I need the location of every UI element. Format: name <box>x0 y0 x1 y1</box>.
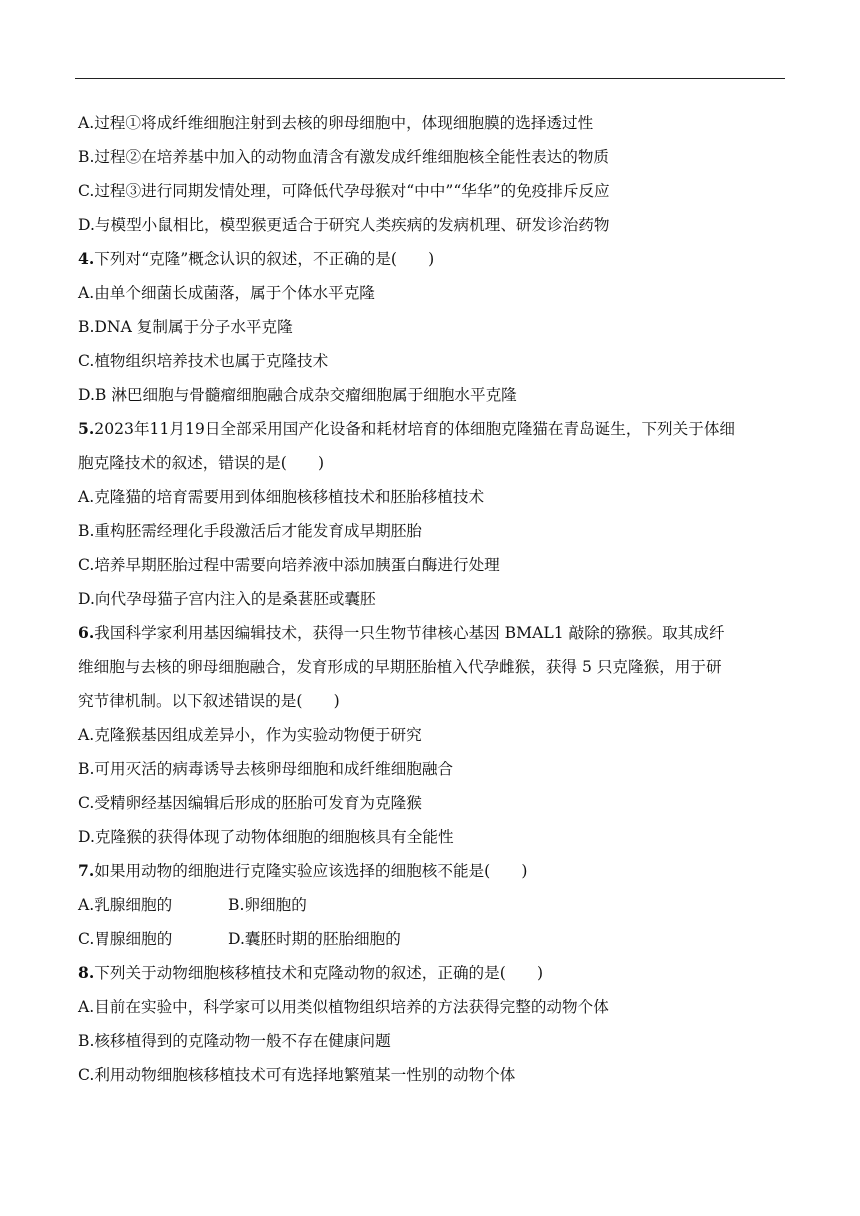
q6-option-d: D.克隆猴的获得体现了动物体细胞的细胞核具有全能性 <box>78 828 454 846</box>
q4-stem-text: 下列对“克隆”概念认识的叙述，不正确的是( ) <box>94 250 435 268</box>
q8-number: 8. <box>78 963 95 982</box>
q3-option-a: A.过程①将成纤维细胞注射到去核的卵母细胞中，体现细胞膜的选择透过性 <box>78 114 594 132</box>
q6-stem-cont-2: 究节律机制。以下叙述错误的是( ) <box>78 692 340 710</box>
q3-option-d: D.与模型小鼠相比，模型猴更适合于研究人类疾病的发病机理、研发诊治药物 <box>78 216 610 234</box>
q7-options-row-1 <box>78 888 788 922</box>
q5-option-a: A.克隆猫的培育需要用到体细胞核移植技术和胚胎移植技术 <box>78 488 485 506</box>
q8-option-a: A.目前在实验中，科学家可以用类似植物组织培养的方法获得完整的动物个体 <box>78 998 609 1016</box>
q4-option-b: B.DNA 复制属于分子水平克隆 <box>78 318 293 336</box>
q5-option-c: C.培养早期胚胎过程中需要向培养液中添加胰蛋白酶进行处理 <box>78 556 500 574</box>
q4-option-d: D.B 淋巴细胞与骨髓瘤细胞融合成杂交瘤细胞属于细胞水平克隆 <box>78 386 517 404</box>
q6-stem-text-1: 我国科学家利用基因编辑技术，获得一只生物节律核心基因 BMAL1 敲除的猕猴。取其成纤 <box>94 624 725 642</box>
q8-stem-text: 下列关于动物细胞核移植技术和克隆动物的叙述，正确的是( ) <box>94 964 544 982</box>
q5-stem-cont: 胞克隆技术的叙述，错误的是( ) <box>78 454 325 472</box>
q5-option-d: D.向代孕母猫子宫内注入的是桑葚胚或囊胚 <box>78 590 376 608</box>
q3-option-b: B.过程②在培养基中加入的动物血清含有激发成纤维细胞核全能性表达的物质 <box>78 148 610 166</box>
q7-number: 7. <box>78 861 95 880</box>
q6-option-b: B.可用灭活的病毒诱导去核卵母细胞和成纤维细胞融合 <box>78 760 454 778</box>
q6-stem <box>78 616 788 650</box>
q6-number: 6. <box>78 623 95 642</box>
q7-stem <box>78 854 788 888</box>
q6-option-c: C.受精卵经基因编辑后形成的胚胎可发育为克隆猴 <box>78 794 422 812</box>
q4-option-a: A.由单个细菌长成菌落，属于个体水平克隆 <box>78 284 375 302</box>
q5-number: 5. <box>78 419 95 438</box>
q7-option-a: A.乳腺细胞的 <box>78 896 173 914</box>
q5-stem <box>78 412 788 446</box>
q5-stem-text-1: 2023年11月19日全部采用国产化设备和耗材培育的体细胞克隆猫在青岛诞生，下列关于体细 <box>94 420 736 438</box>
q5-option-b: B.重构胚需经理化手段激活后才能发育成早期胚胎 <box>78 522 422 540</box>
q3-option-c: C.过程③进行同期发情处理，可降低代孕母猴对“中中”“华华”的免疫排斥反应 <box>78 182 610 200</box>
document-body <box>78 106 788 1092</box>
q8-option-c: C.利用动物细胞核移植技术可有选择地繁殖某一性别的动物个体 <box>78 1066 516 1084</box>
q7-option-b: B.卵细胞的 <box>228 896 307 914</box>
q7-option-c: C.胃腺细胞的 <box>78 930 173 948</box>
q7-options-row-2 <box>78 922 788 956</box>
q6-stem-cont-1: 维细胞与去核的卵母细胞融合，发育形成的早期胚胎植入代孕雌猴，获得 5 只克隆猴，用于研 <box>78 658 722 676</box>
q4-option-c: C.植物组织培养技术也属于克隆技术 <box>78 352 329 370</box>
header-rule <box>75 78 785 79</box>
q4-stem <box>78 242 788 276</box>
q6-option-a: A.克隆猴基因组成差异小，作为实验动物便于研究 <box>78 726 422 744</box>
q8-option-b: B.核移植得到的克隆动物一般不存在健康问题 <box>78 1032 391 1050</box>
q7-option-d: D.囊胚时期的胚胎细胞的 <box>228 930 401 948</box>
q8-stem <box>78 956 788 990</box>
q4-number: 4. <box>78 249 95 268</box>
q7-stem-text: 如果用动物的细胞进行克隆实验应该选择的细胞核不能是( ) <box>94 862 528 880</box>
